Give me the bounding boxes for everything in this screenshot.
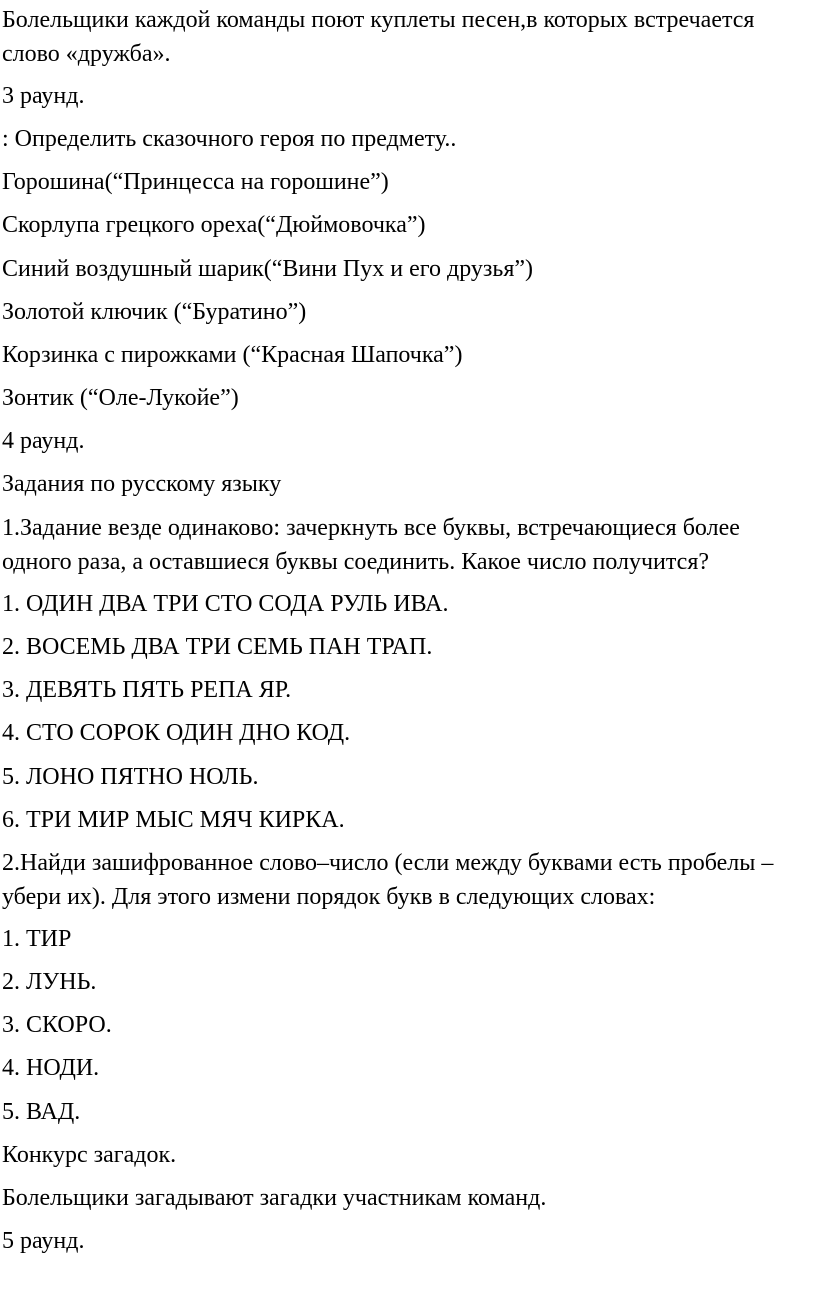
riddle-contest-description: Болельщики загадывают загадки участникам команд. xyxy=(2,1185,547,1211)
heading-round-4: 4 раунд. xyxy=(2,428,85,454)
list-item-umbrella: Зонтик (“Оле-Лукойе”) xyxy=(2,385,239,411)
task-2-line-1: 2.Найди зашифрованное слово–число (если между буквами есть пробелы – xyxy=(2,850,774,876)
list-item-walnut-shell: Скорлупа грецкого ореха(“Дюймовочка”) xyxy=(2,212,426,238)
list-item-golden-key: Золотой ключик (“Буратино”) xyxy=(2,299,307,325)
heading-round-3: 3 раунд. xyxy=(2,83,85,109)
paragraph-intro-line-2: слово «дружба». xyxy=(2,41,171,67)
task-1-line-1: 1.Задание везде одинаково: зачеркнуть все буквы, встречающиеся более xyxy=(2,515,740,541)
task-2-line-2: убери их). Для этого измени порядок букв в следующих словах: xyxy=(2,884,656,910)
task-1-item-3: 3. ДЕВЯТЬ ПЯТЬ РЕПА ЯР. xyxy=(2,677,292,703)
paragraph-intro-line-1: Болельщики каждой команды поют куплеты песен,в которых встречается xyxy=(2,7,755,33)
task-2-item-4: 4. НОДИ. xyxy=(2,1055,100,1081)
task-1-item-4: 4. СТО СОРОК ОДИН ДНО КОД. xyxy=(2,720,351,746)
task-2-item-2: 2. ЛУНЬ. xyxy=(2,969,97,995)
task-identify-hero: : Определить сказочного героя по предмету.. xyxy=(2,126,457,152)
task-1-line-2: одного раза, а оставшиеся буквы соединить. Какое число получится? xyxy=(2,549,710,575)
heading-round-5: 5 раунд. xyxy=(2,1228,85,1254)
task-1-item-2: 2. ВОСЕМЬ ДВА ТРИ СЕМЬ ПАН ТРАП. xyxy=(2,634,433,660)
task-2-item-5: 5. ВАД. xyxy=(2,1099,81,1125)
heading-riddle-contest: Конкурс загадок. xyxy=(2,1142,177,1168)
list-item-basket: Корзинка с пирожками (“Красная Шапочка”) xyxy=(2,342,463,368)
task-2-item-3: 3. СКОРО. xyxy=(2,1012,112,1038)
section-russian-tasks: Задания по русскому языку xyxy=(2,471,282,497)
list-item-pea: Горошина(“Принцесса на горошине”) xyxy=(2,169,389,195)
task-2-item-1: 1. ТИР xyxy=(2,926,72,952)
list-item-blue-balloon: Синий воздушный шарик(“Вини Пух и его друзья”) xyxy=(2,256,533,282)
task-1-item-1: 1. ОДИН ДВА ТРИ СТО СОДА РУЛЬ ИВА. xyxy=(2,591,449,617)
task-1-item-5: 5. ЛОНО ПЯТНО НОЛЬ. xyxy=(2,764,259,790)
task-1-item-6: 6. ТРИ МИР МЫС МЯЧ КИРКА. xyxy=(2,807,345,833)
